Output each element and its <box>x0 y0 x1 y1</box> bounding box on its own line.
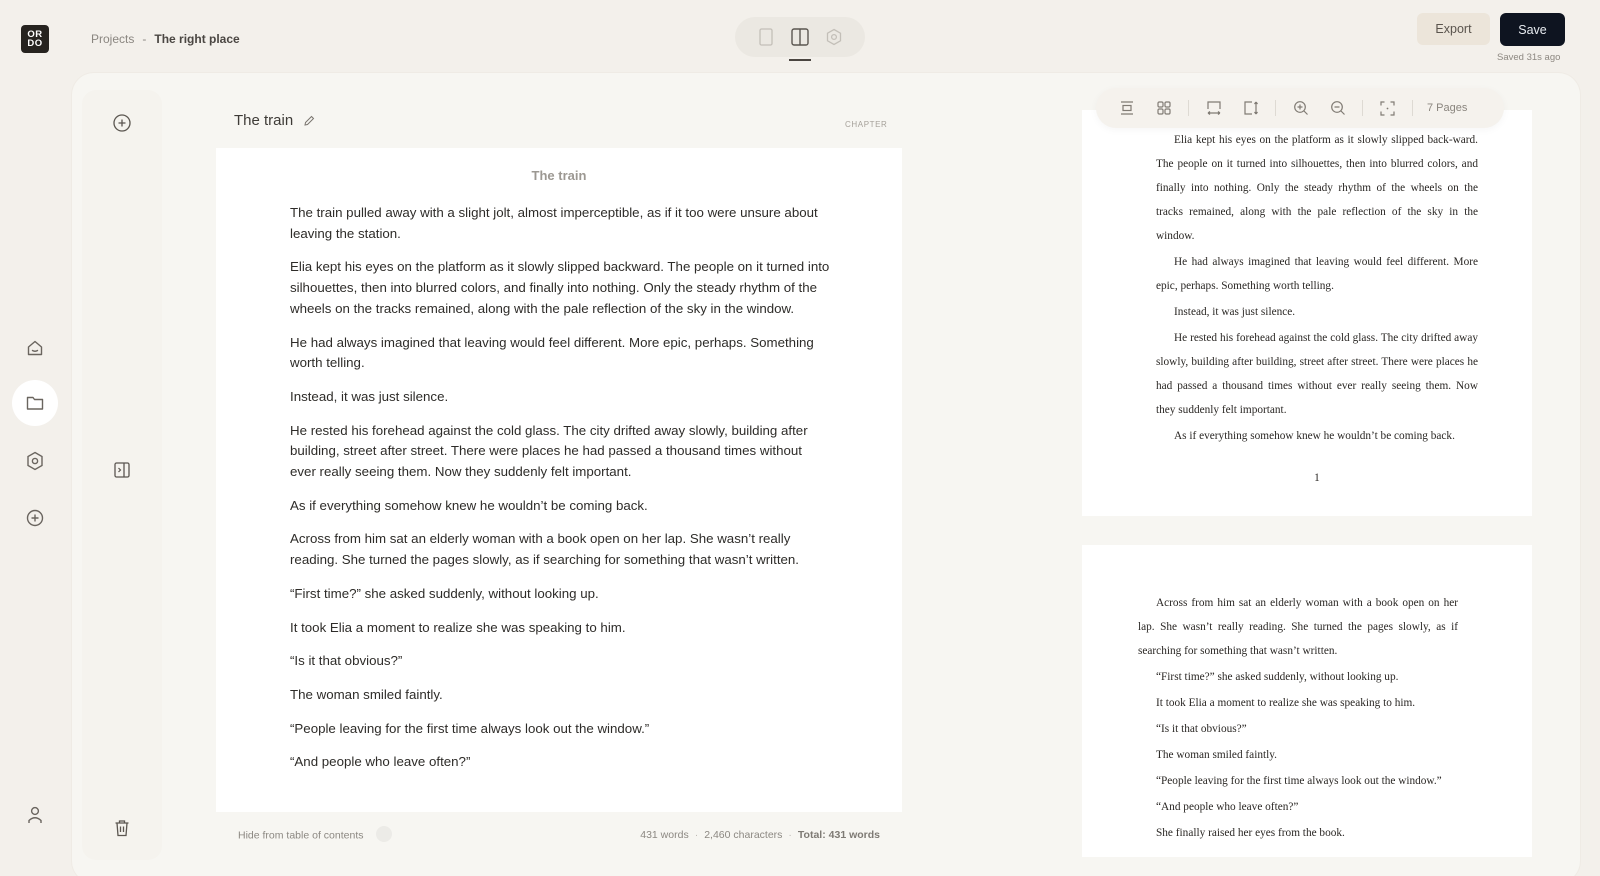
paragraph: The woman smiled faintly. <box>290 686 443 702</box>
user-icon <box>27 806 43 824</box>
fit-page-button[interactable] <box>1108 94 1145 122</box>
preview-paragraph: “And people who leave often?” <box>1156 801 1299 813</box>
chapter-title <box>234 112 315 129</box>
breadcrumb <box>91 32 240 46</box>
breadcrumb-current: The right place <box>154 32 240 46</box>
paragraph: Elia kept his eyes on the platform as it slowly slipped backward. The people on it turned into silhouettes, then into blurred colors, and finally into nothing. Only the steady rhythm of the wheels on the tracks remained, along with the pale reflection of the sky in the window. <box>290 259 830 316</box>
paragraph: He had always imagined that leaving would feel different. More epic, perhaps. Something worth telling. <box>290 334 814 371</box>
breadcrumb-projects[interactable]: Projects <box>91 32 135 46</box>
view-settings-button[interactable] <box>821 24 847 50</box>
split-view-icon <box>791 28 809 46</box>
fullscreen-button[interactable] <box>1369 94 1406 122</box>
paragraph: “People leaving for the first time always look out the window.” <box>290 720 650 736</box>
paragraph: “First time?” she asked suddenly, without looking up. <box>290 585 599 601</box>
sidebar-item-account[interactable] <box>12 792 58 838</box>
trash-icon <box>114 819 130 837</box>
preview-paragraph: “People leaving for the first time always look out the window.” <box>1156 775 1442 787</box>
logo-text-top: OR <box>27 29 43 40</box>
hide-toc-toggle[interactable] <box>376 826 392 842</box>
preview-page-1 <box>1082 110 1532 516</box>
toolbar-divider <box>1412 100 1413 116</box>
home-icon <box>26 339 44 357</box>
editor-body[interactable] <box>290 203 830 786</box>
chapter-title-text: The train <box>234 112 294 129</box>
toolbar-divider <box>1188 100 1189 116</box>
paragraph: He rested his forehead against the cold glass. The city drifted away slowly, building after building, street after street. There were places he had passed a thousand times without ever really seeing them. Now they suddenly felt important. <box>290 422 808 480</box>
add-icon <box>26 509 44 527</box>
sidebar-item-projects[interactable] <box>12 380 58 426</box>
hide-toc-label: Hide from table of contents <box>238 829 364 842</box>
word-stats: 431 words · 2,460 characters · Total: 431 words <box>640 829 880 841</box>
chapter-editor[interactable] <box>216 148 902 812</box>
page-count: 7 Pages <box>1427 102 1468 114</box>
breadcrumb-separator: - <box>142 32 147 46</box>
save-button[interactable]: Save <box>1500 13 1565 46</box>
paragraph: Instead, it was just silence. <box>290 388 449 404</box>
preview-paragraph: He rested his forehead against the cold glass. The city drifted away slowly, building after building, street after street. There were places he had passed a thousand times without ever really seeing them. Now they suddenly felt important. <box>1156 332 1478 416</box>
word-count: 431 words <box>640 829 689 841</box>
grid-view-icon <box>1157 101 1171 115</box>
total-word-count: Total: 431 words <box>797 829 880 841</box>
add-chapter-button[interactable] <box>108 109 136 137</box>
fullscreen-icon <box>1380 101 1395 116</box>
editor-heading: The train <box>531 168 587 183</box>
split-view-button[interactable] <box>787 24 813 50</box>
fit-height-icon <box>1243 100 1259 116</box>
chapter-tools <box>82 90 162 860</box>
settings-icon <box>26 451 44 471</box>
panel-toggle-button[interactable] <box>108 456 136 484</box>
paragraph: Across from him sat an elderly woman with a book open on her lap. She wasn’t really reading. She turned the pages slowly, as if searching for something that wasn’t written. <box>290 531 800 568</box>
sidebar-item-home[interactable] <box>12 325 58 371</box>
delete-chapter-button[interactable] <box>108 814 136 842</box>
preview-paragraph: Elia kept his eyes on the platform as it slowly slipped back-ward. The people on it turned into silhouettes, then into blurred colors, and finally into nothing. Only the steady rhythm of the wheels on the tracks remained, along with the pale reflection of the sky in the window. <box>1156 134 1478 242</box>
preview-paragraph: Instead, it was just silence. <box>1174 306 1296 318</box>
edit-pencil-icon[interactable] <box>303 115 315 127</box>
add-chapter-icon <box>113 114 131 132</box>
folder-icon <box>26 395 44 411</box>
panel-toggle-icon <box>114 462 130 478</box>
sidebar-item-new[interactable] <box>12 495 58 541</box>
sidebar <box>0 80 72 876</box>
preview-toolbar <box>1096 88 1504 128</box>
preview-paragraph: The woman smiled faintly. <box>1156 749 1277 761</box>
fit-height-button[interactable] <box>1232 94 1269 122</box>
paragraph: It took Elia a moment to realize she was speaking to him. <box>290 619 626 635</box>
page-number: 1 <box>1314 472 1320 484</box>
toc-option <box>238 829 392 842</box>
preview-paragraph: It took Elia a moment to realize she was speaking to him. <box>1156 697 1416 709</box>
toolbar-divider <box>1362 100 1363 116</box>
zoom-out-icon <box>1330 100 1346 116</box>
fit-width-icon <box>1206 100 1222 116</box>
fit-width-button[interactable] <box>1195 94 1232 122</box>
single-page-view-button[interactable] <box>753 24 779 50</box>
preview-paragraph: Across from him sat an elderly woman with a book open on her lap. She wasn’t really reading. She turned the pages slowly, as if searching for something that wasn’t written. <box>1138 597 1458 657</box>
editor-footer <box>238 829 880 842</box>
fit-page-icon <box>1120 101 1134 115</box>
paragraph: “And people who leave often?” <box>290 754 471 770</box>
sidebar-item-settings[interactable] <box>12 438 58 484</box>
paragraph: The train pulled away with a slight jolt, almost imperceptible, as if it too were unsure about leaving the station. <box>290 205 818 241</box>
ordo-logo[interactable] <box>21 25 49 53</box>
preview-page-2 <box>1082 545 1532 857</box>
chapter-type-label: CHAPTER <box>845 120 888 129</box>
export-button[interactable]: Export <box>1417 13 1490 45</box>
zoom-in-button[interactable] <box>1282 94 1319 122</box>
preview-paragraph: “Is it that obvious?” <box>1156 723 1247 735</box>
paragraph: As if everything somehow knew he wouldn’t be coming back. <box>290 497 648 513</box>
toolbar-divider <box>1275 100 1276 116</box>
preview-paragraph: He had always imagined that leaving would feel different. More epic, perhaps. Something worth telling. <box>1156 256 1478 292</box>
preview-paragraph: “First time?” she asked suddenly, without looking up. <box>1156 671 1399 683</box>
logo-text-bottom: DO <box>27 38 43 49</box>
preview-paragraph: She finally raised her eyes from the book. <box>1156 827 1345 839</box>
view-switch <box>735 17 865 57</box>
single-page-icon <box>759 28 773 46</box>
grid-view-button[interactable] <box>1145 94 1182 122</box>
preview-paragraph: As if everything somehow knew he wouldn’t be coming back. <box>1174 430 1455 442</box>
settings-icon <box>825 28 843 46</box>
character-count: 2,460 characters <box>704 829 783 841</box>
saved-status: Saved 31s ago <box>1497 52 1561 63</box>
paragraph: “Is it that obvious?” <box>290 653 403 669</box>
zoom-out-button[interactable] <box>1319 94 1356 122</box>
zoom-in-icon <box>1293 100 1309 116</box>
